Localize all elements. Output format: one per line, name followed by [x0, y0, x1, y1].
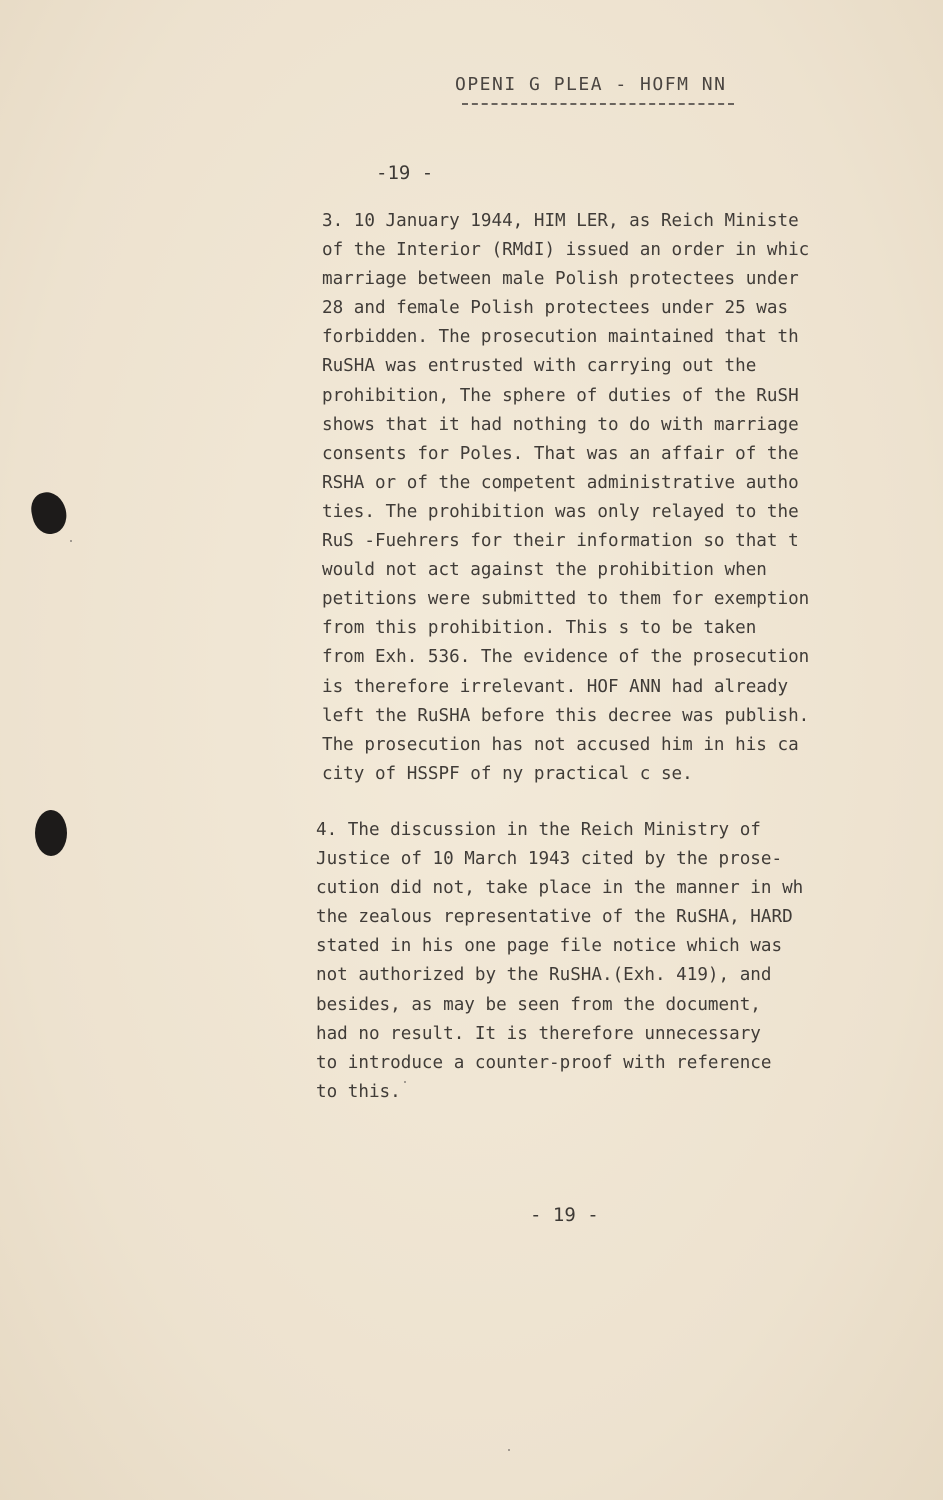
paragraph-line: had no result. It is therefore unnecessary — [316, 1023, 761, 1044]
paragraph-line: forbidden. The prosecution maintained that th — [322, 327, 799, 348]
page-number-top: -19 - — [376, 162, 434, 184]
paper-speck — [508, 1449, 510, 1451]
paragraph-line: prohibition, The sphere of duties of the RuSH — [322, 385, 799, 406]
paragraph-line: stated in his one page file notice which was — [316, 936, 783, 957]
paragraph-line: the zealous representative of the RuSHA, HARD — [316, 907, 793, 928]
paragraph-line: from Exh. 536. The evidence of the prosecution — [322, 647, 810, 668]
paragraph-line: consents for Poles. That was an affair of the — [322, 443, 799, 464]
paragraph-line: Justice of 10 March 1943 cited by the prose- — [316, 849, 783, 870]
paragraph-line: shows that it had nothing to do with marriage — [322, 414, 799, 435]
paragraph-line: 3. 10 January 1944, HIM LER, as Reich Ministe — [322, 211, 799, 231]
punch-hole — [28, 489, 70, 537]
header-title: OPENI G PLEA - HOFM NN — [455, 74, 727, 95]
paragraph-line: from this prohibition. This s to be taken — [322, 618, 757, 639]
paragraph-line: to introduce a counter-proof with reference — [316, 1052, 772, 1073]
paragraph-line: RuS -Fuehrers for their information so that t — [322, 531, 799, 552]
paper-speck — [70, 540, 72, 542]
header-underline — [462, 103, 734, 105]
paragraph-line: of the Interior (RMdI) issued an order in whic — [322, 240, 810, 261]
paragraph-line: left the RuSHA before this decree was publish. — [322, 705, 810, 726]
paragraph-line: RSHA or of the competent administrative autho — [322, 472, 799, 493]
paragraph-line: marriage between male Polish protectees under — [322, 269, 799, 290]
paragraph-line: ties. The prohibition was only relayed to the — [322, 501, 799, 522]
paragraph-line: not authorized by the RuSHA.(Exh. 419), and — [316, 965, 772, 986]
paragraph-line: RuSHA was entrusted with carrying out the — [322, 356, 757, 377]
paragraph-3 — [322, 207, 882, 789]
page-number-bottom: - 19 - — [530, 1204, 599, 1226]
paragraph-line: to this. — [316, 1081, 401, 1102]
paragraph-line: is therefore irrelevant. HOF ANN had already — [322, 676, 789, 697]
paper-speck — [404, 1081, 406, 1083]
punch-hole — [35, 810, 67, 856]
paragraph-line: The prosecution has not accused him in his ca — [322, 734, 799, 755]
paragraph-line: would not act against the prohibition when — [322, 560, 767, 581]
paragraph-line: besides, as may be seen from the document, — [316, 994, 761, 1015]
paragraph-line: 28 and female Polish protectees under 25 was — [322, 298, 789, 319]
paragraph-line: cution did not, take place in the manner in wh — [316, 878, 804, 899]
paragraph-4 — [316, 816, 876, 1107]
paragraph-line: petitions were submitted to them for exemption — [322, 589, 810, 610]
paragraph-line: 4. The discussion in the Reich Ministry of — [316, 820, 761, 840]
paragraph-line: city of HSSPF of ny practical c se. — [322, 763, 693, 784]
